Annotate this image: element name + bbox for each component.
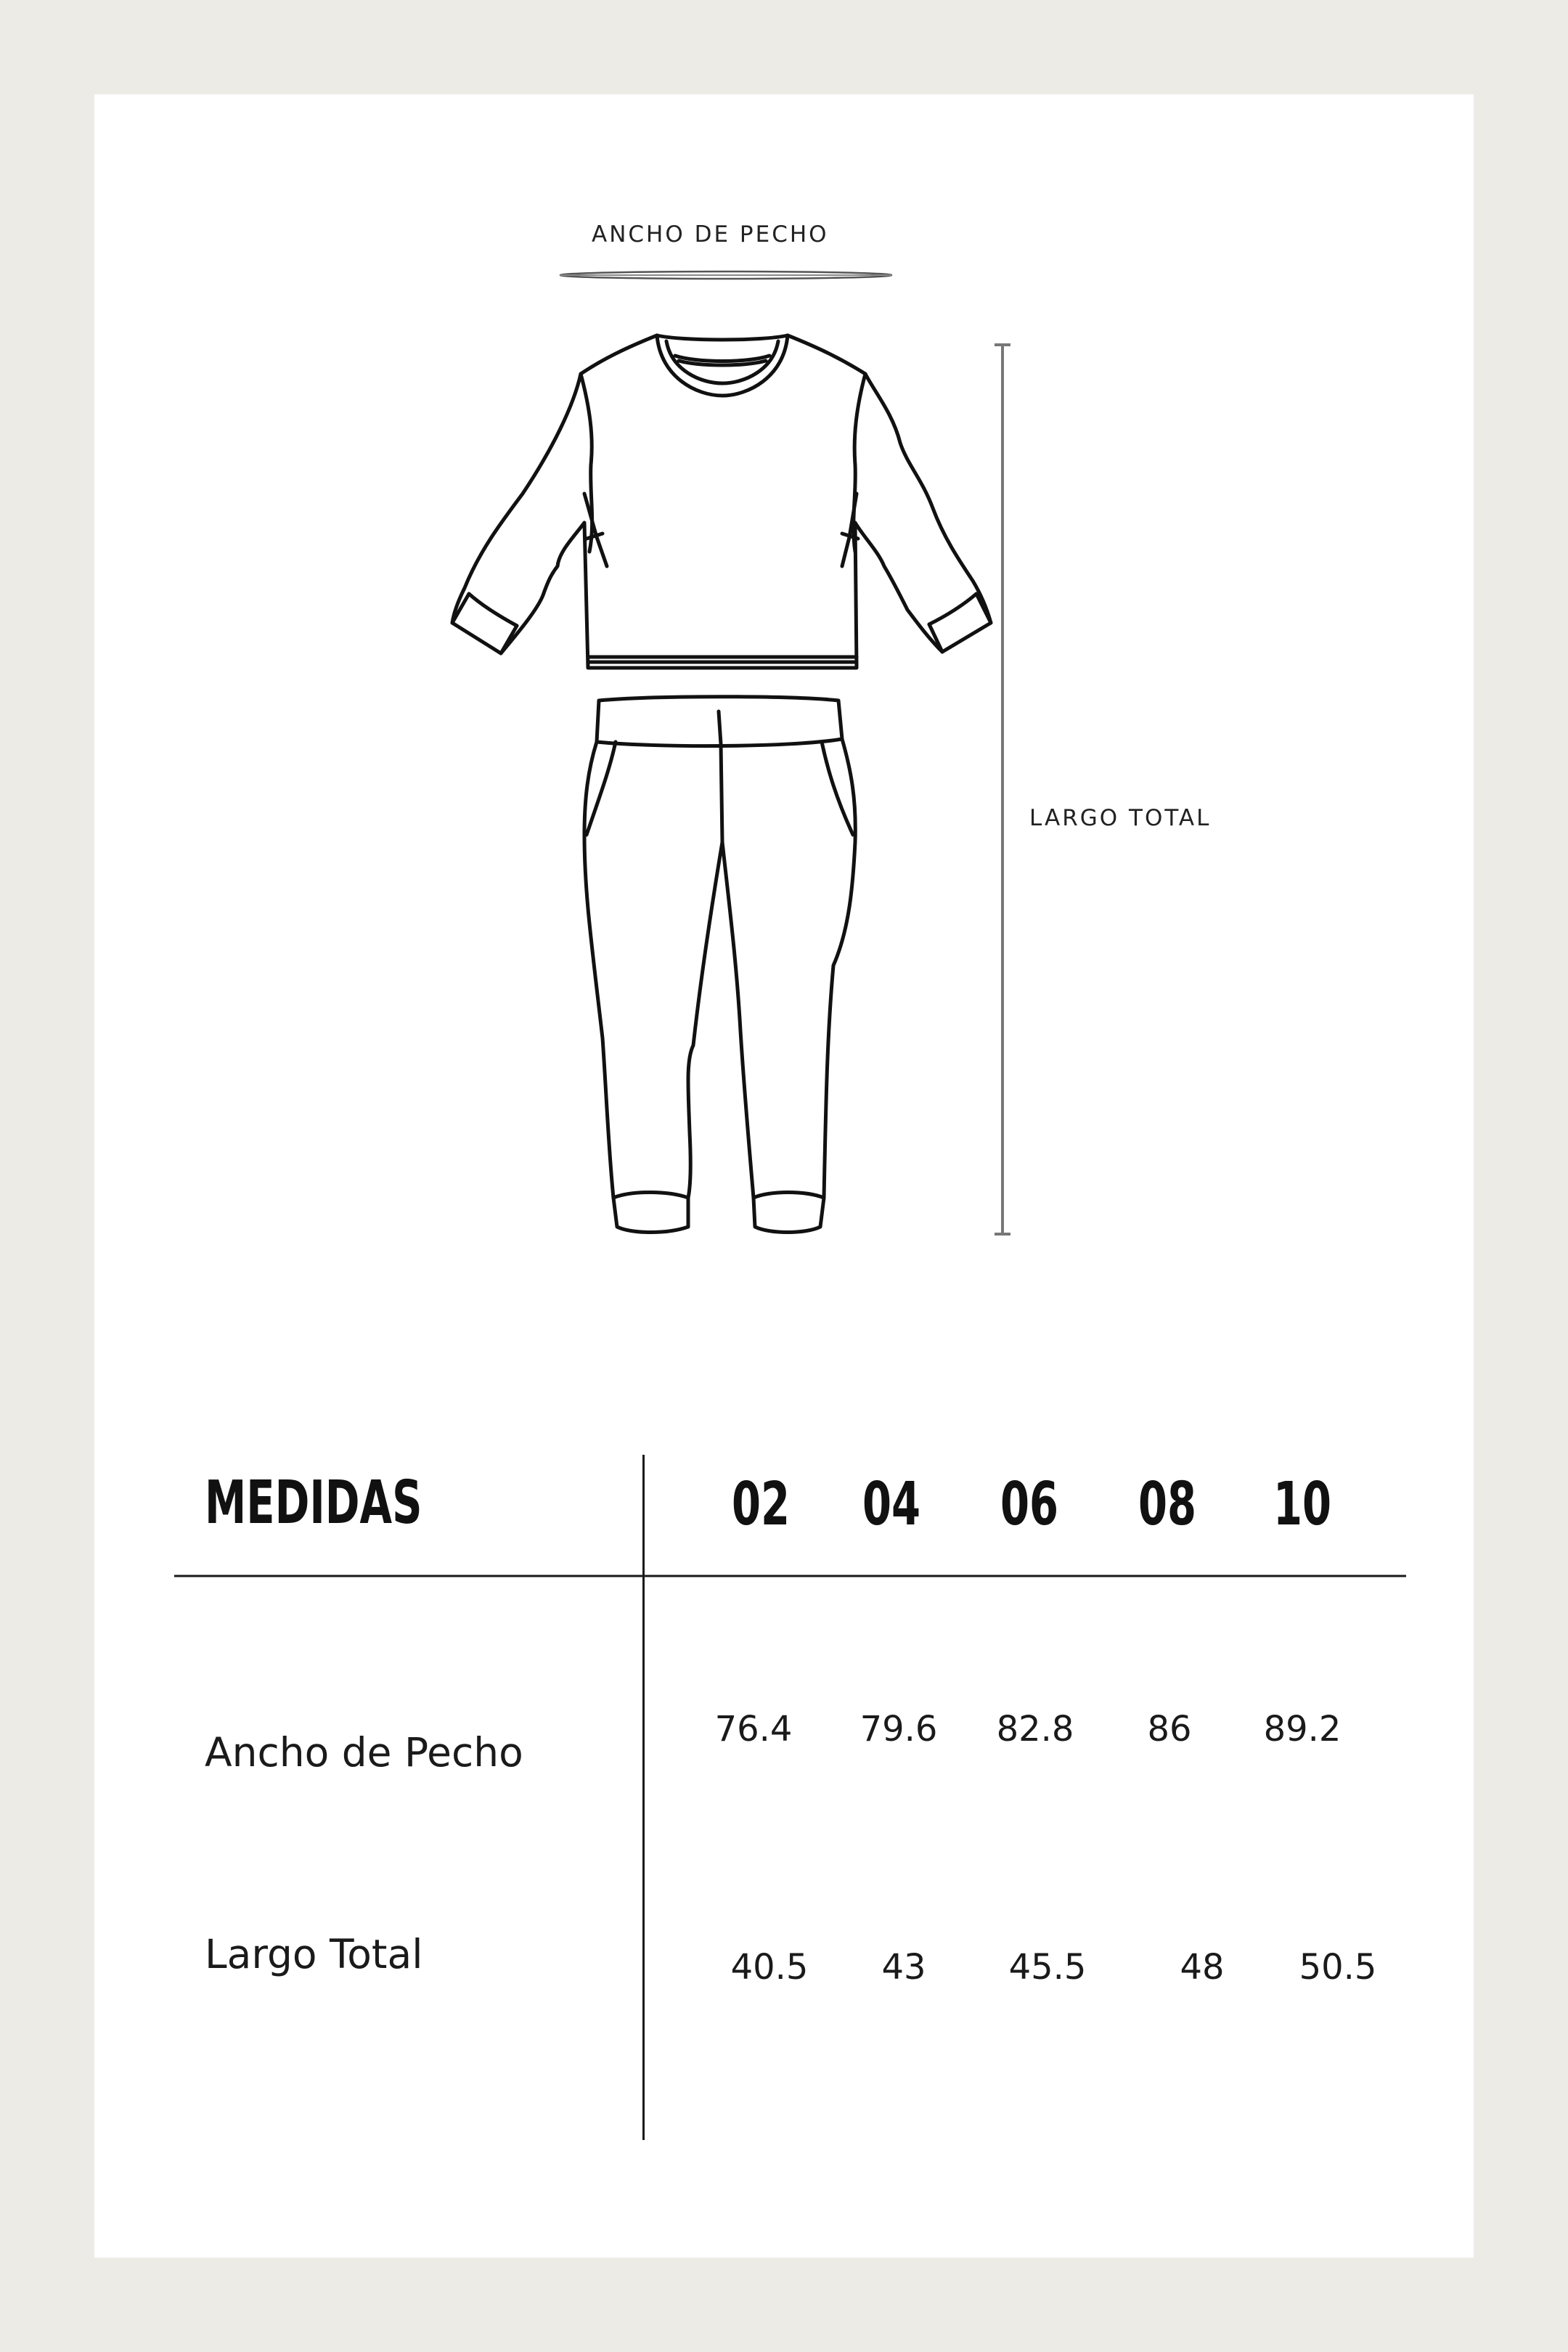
chest-width-value-10: 89.2 bbox=[1263, 1709, 1342, 1749]
chest-width-measure-line bbox=[560, 271, 891, 279]
size-header-10: 10 bbox=[1273, 1470, 1332, 1539]
total-length-value-04: 43 bbox=[881, 1947, 926, 1988]
chest-width-value-04: 79.6 bbox=[859, 1709, 938, 1749]
total-length-value-02: 40.5 bbox=[730, 1947, 809, 1988]
total-length-value-10: 50.5 bbox=[1299, 1947, 1377, 1988]
total-length-value-08: 48 bbox=[1180, 1947, 1225, 1988]
sweatshirt-drawing bbox=[452, 335, 991, 668]
total-length-label: LARGO TOTAL bbox=[1029, 805, 1212, 831]
size-header-06: 06 bbox=[1000, 1470, 1059, 1539]
chest-width-value-02: 76.4 bbox=[714, 1709, 793, 1749]
row-label-total-length: Largo Total bbox=[205, 1931, 423, 1977]
chest-width-value-08: 86 bbox=[1147, 1709, 1192, 1749]
chest-width-value-06: 82.8 bbox=[996, 1709, 1074, 1749]
size-header-04: 04 bbox=[862, 1470, 921, 1539]
size-header-02: 02 bbox=[732, 1470, 791, 1539]
pants-drawing bbox=[584, 697, 855, 1233]
total-length-value-06: 45.5 bbox=[1008, 1947, 1087, 1988]
size-header-08: 08 bbox=[1138, 1470, 1197, 1539]
total-length-measure-line bbox=[995, 345, 1010, 1234]
table-header-label: MEDIDAS bbox=[205, 1469, 422, 1538]
chest-width-label: ANCHO DE PECHO bbox=[592, 221, 829, 248]
row-label-chest-width: Ancho de Pecho bbox=[205, 1729, 523, 1776]
table-column-divider bbox=[642, 1455, 645, 2140]
